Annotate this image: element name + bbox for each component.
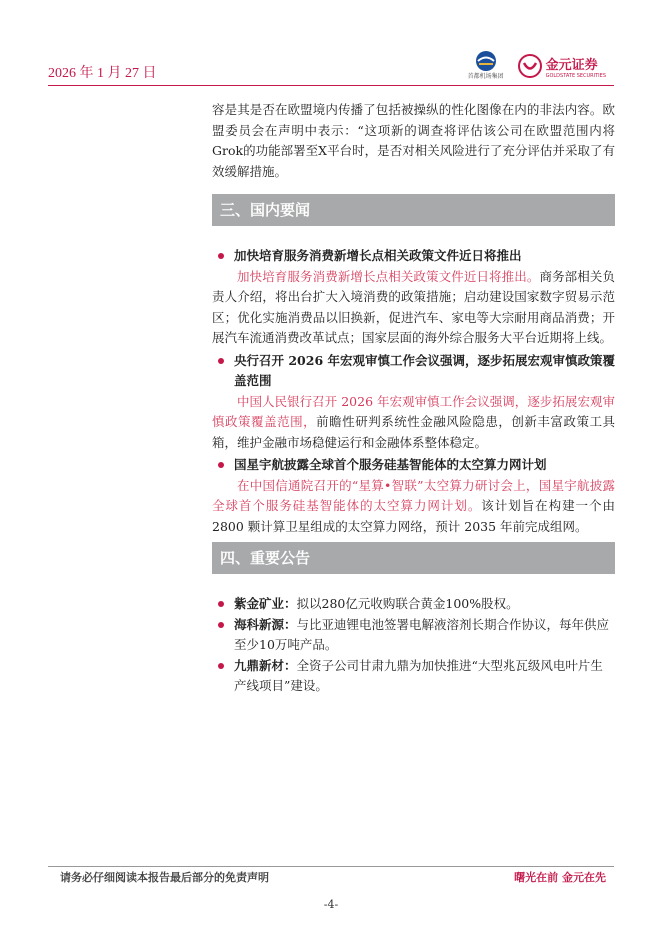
intro-paragraph: 容是其是否在欧盟境内传播了包括被操纵的性化图像在内的非法内容。欧盟委员会在声明中表示：“这项新的调查将评估该公司在欧盟范围内将Grok的功能部署至X平台时，是否对相关风险进行了充分评估并采取了有效缓解措施。 (212, 102, 615, 179)
news-item-title: 国星宇航披露全球首个服务硅基智能体的太空算力网计划 (212, 455, 615, 476)
news-item-lead: 中国人民银行召开 2026 年宏观审慎工作会议强调，逐步拓展宏观审慎政策覆盖范围， (212, 393, 615, 429)
capital-airports-logo (462, 50, 510, 82)
footer-rule (48, 866, 614, 867)
header-rule (48, 85, 614, 86)
goldstate-logo (518, 54, 606, 79)
announcement-text: 拟以280亿元收购联合黄金100%股权。 (296, 596, 519, 611)
news-item-body: 该计划旨在构建一个由 2800 颗计算卫星组成的太空算力网络，预计 2035 年前完成组网。 (212, 498, 615, 534)
page-number: -4- (323, 898, 339, 911)
section-heading-domestic: 三、国内要闻 (212, 194, 615, 226)
footer-slogan: 曙光在前 金元在先 (514, 871, 606, 884)
logo1-text: 首都机场集团 (467, 73, 504, 80)
report-date: 2026 年 1 月 27 日 (48, 66, 157, 81)
news-item (212, 455, 615, 537)
section-heading-announcements: 四、重要公告 (212, 542, 615, 574)
announcement-item (212, 615, 615, 656)
logos (462, 50, 606, 82)
domestic-news-list (212, 246, 615, 537)
news-item-body: 商务部相关负责人介绍，将出台扩大入境消费的政策措施；启动建设国家数字贸易示范区；优化实施消费品以旧换新，促进汽车、家电等大宗耐用商品消费；开展汽车流通消费改革试点；国家层面的海外综合服务大平台近期将上线。 (212, 268, 615, 345)
announcement-item (212, 656, 615, 697)
news-item (212, 351, 615, 454)
airport-emblem-icon (462, 50, 510, 72)
news-item (212, 246, 615, 349)
disclaimer-note: 请务必仔细阅读本报告最后部分的免责声明 (60, 871, 269, 884)
announcements-list (212, 594, 615, 697)
news-item-lead: 加快培育服务消费新增长点相关政策文件近日将推出。 (237, 268, 540, 284)
logo2-name: 金元证券 (545, 57, 598, 73)
news-item-title: 央行召开 2026 年宏观审慎工作会议强调，逐步拓展宏观审慎政策覆盖范围 (212, 351, 615, 392)
announcement-item (212, 594, 615, 615)
announcement-company: 海科新源： (234, 616, 297, 632)
announcement-company: 紫金矿业： (234, 596, 297, 611)
news-item-body: 前瞻性研判系统性金融风险隐患，创新丰富政策工具箱，维护金融市场稳健运行和金融体系整体稳定。 (212, 414, 615, 450)
logo2-sub: GOLDSTATE SECURITIES (545, 72, 606, 79)
announcement-text: 与比亚迪锂电池签署电解液溶剂长期合作协议，每年供应至少10万吨产品。 (234, 616, 610, 652)
announcement-company: 九鼎新材： (234, 657, 297, 673)
goldstate-emblem-icon (518, 54, 542, 78)
announcement-text: 全资子公司甘肃九鼎为加快推进“大型兆瓦级风电叶片生产线项目”建设。 (234, 657, 603, 693)
intro-block (212, 100, 615, 182)
news-item-lead: 在中国信通院召开的“星算•智联”太空算力研讨会上，国星宇航披露全球首个服务硅基智能体的太空算力网计划。 (212, 477, 615, 513)
news-item-title: 加快培育服务消费新增长点相关政策文件近日将推出 (212, 246, 615, 267)
